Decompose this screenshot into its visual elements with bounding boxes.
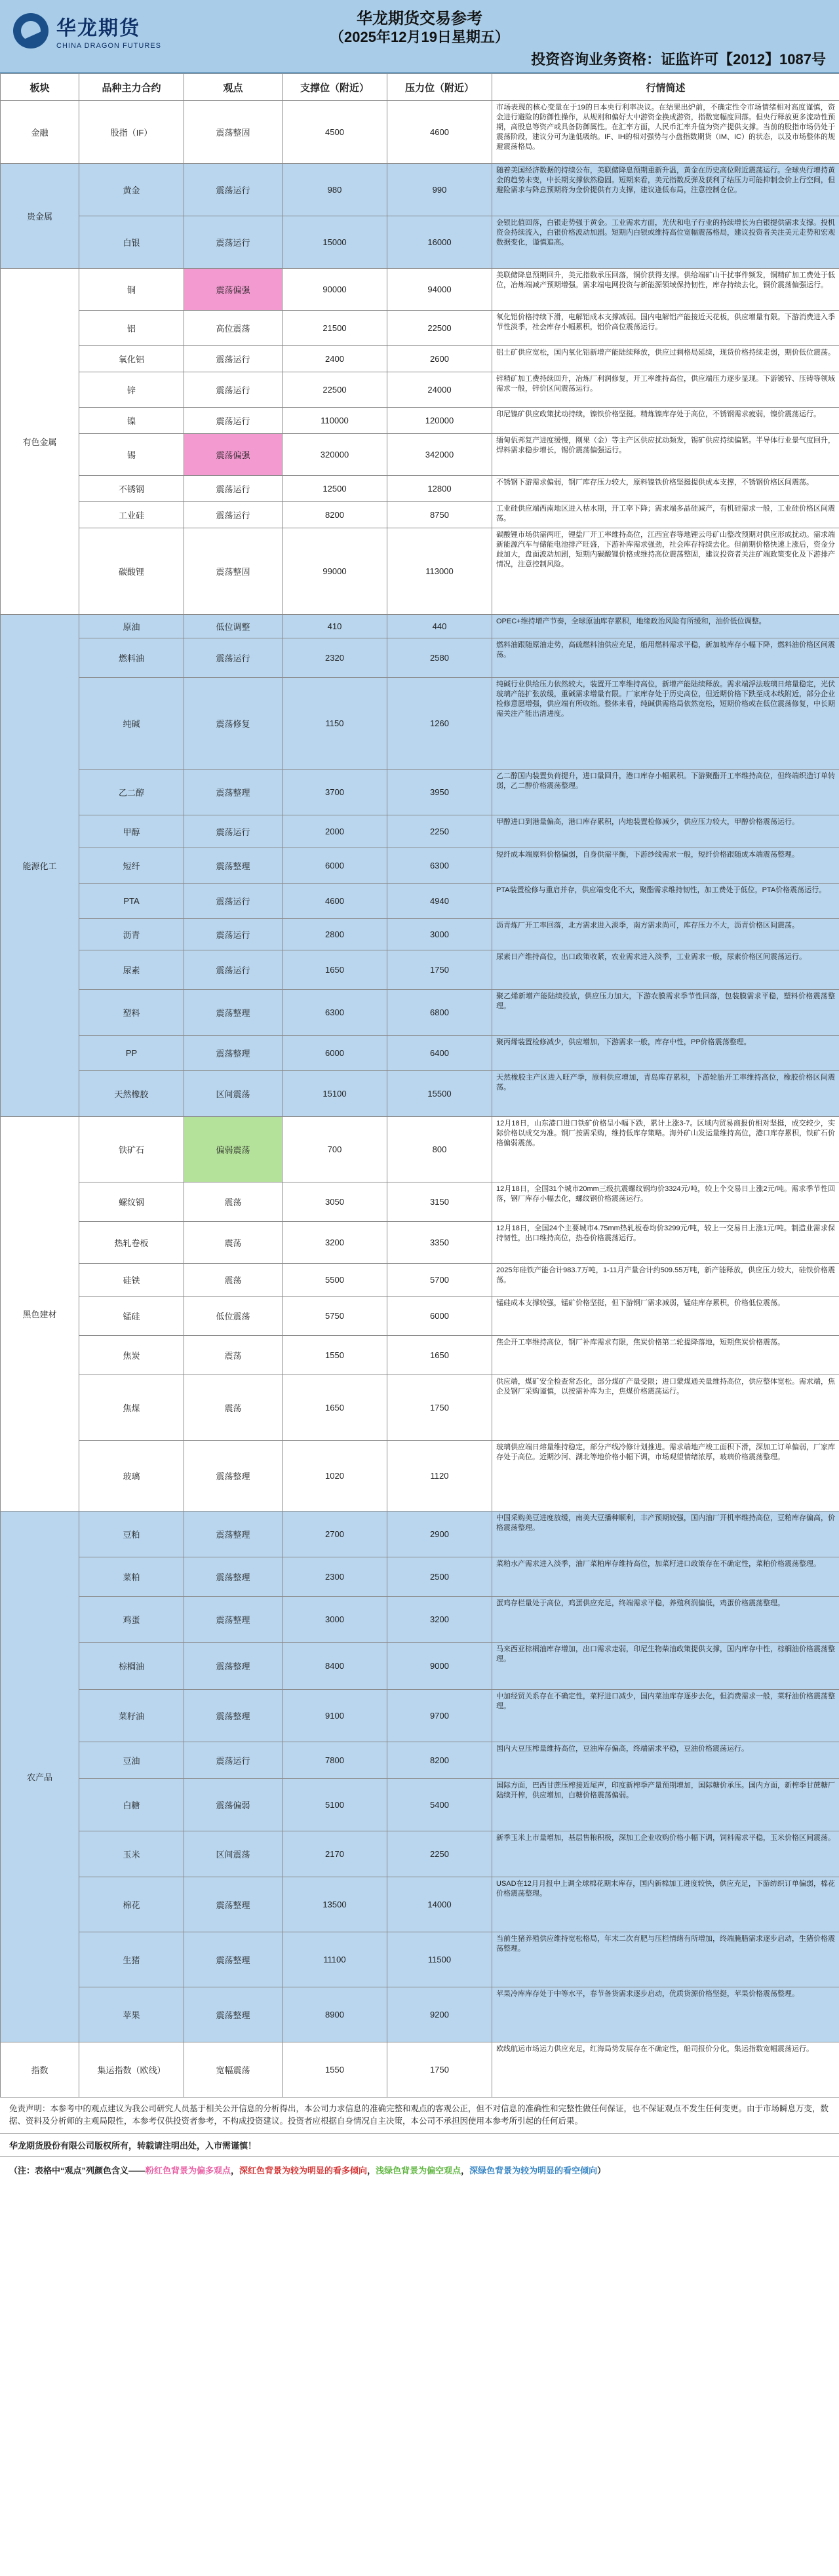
support-cell: 410 — [283, 615, 387, 638]
view-cell: 震荡整固 — [184, 101, 283, 164]
table-row — [1, 1877, 839, 1932]
description-cell: 锌精矿加工费持续回升，冶炼厂利润修复，开工率维持高位，供应端压力逐步显现。下游镀锌、压铸等领域需求一般，锌价区间震荡运行。 — [492, 372, 839, 408]
view-cell: 震荡整理 — [184, 990, 283, 1036]
support-cell: 90000 — [283, 269, 387, 311]
description-cell: 甲醇进口到港量偏高，港口库存累积，内地装置检修减少，供应压力较大，甲醇价格震荡运行。 — [492, 815, 839, 848]
table-row — [1, 346, 839, 372]
contract-cell: 集运指数（欧线） — [79, 2042, 184, 2098]
col-header-contract: 品种主力合约 — [79, 74, 184, 101]
table-row — [1, 1297, 839, 1336]
description-cell: 天然橡胶主产区进入旺产季，原料供应增加，青岛库存累积，下游轮胎开工率维持高位，橡胶价格区间震荡。 — [492, 1071, 839, 1117]
contract-cell: 沥青 — [79, 919, 184, 950]
contract-cell: 玉米 — [79, 1831, 184, 1877]
table-row — [1, 1264, 839, 1297]
table-row — [1, 1987, 839, 2042]
table-row — [1, 1831, 839, 1877]
brand-name-en: CHINA DRAGON FUTURES — [56, 42, 161, 50]
report-header — [0, 0, 839, 73]
contract-cell: 不锈钢 — [79, 476, 184, 502]
legend-red: 深红色背景为较为明显的看多倾向 — [239, 2166, 368, 2176]
view-cell: 震荡整理 — [184, 1597, 283, 1643]
contract-cell: PTA — [79, 884, 184, 919]
resistance-cell: 3950 — [387, 770, 492, 815]
description-cell: 燃料油跟随原油走势，高硫燃料油供应充足，船用燃料需求平稳，新加坡库存小幅下降，燃料油价格区间震荡。 — [492, 638, 839, 678]
support-cell: 5750 — [283, 1297, 387, 1336]
contract-cell: 棉花 — [79, 1877, 184, 1932]
table-row — [1, 919, 839, 950]
resistance-cell: 2500 — [387, 1557, 492, 1597]
view-cell: 低位调整 — [184, 615, 283, 638]
description-cell: 铝土矿供应宽松，国内氧化铝新增产能陆续释放，供应过剩格局延续，现货价格持续走弱，期价低位震荡。 — [492, 346, 839, 372]
table-row — [1, 476, 839, 502]
support-cell: 3200 — [283, 1222, 387, 1264]
view-cell: 低位震荡 — [184, 1297, 283, 1336]
support-cell: 320000 — [283, 434, 387, 476]
view-cell: 震荡整理 — [184, 1987, 283, 2042]
table-row — [1, 1557, 839, 1597]
resistance-cell: 3150 — [387, 1182, 492, 1222]
sector-cell: 有色金属 — [1, 269, 79, 615]
description-cell: 乙二醇国内装置负荷提升，进口量回升，港口库存小幅累积。下游聚酯开工率维持高位，但终端织造订单转弱，乙二醇价格震荡整理。 — [492, 770, 839, 815]
resistance-cell: 8750 — [387, 502, 492, 528]
legend-pink: 粉红色背景为偏多观点 — [146, 2166, 231, 2176]
view-cell: 震荡运行 — [184, 919, 283, 950]
view-cell: 震荡运行 — [184, 950, 283, 990]
contract-cell: 白糖 — [79, 1779, 184, 1831]
contract-cell: 镍 — [79, 408, 184, 434]
resistance-cell: 22500 — [387, 311, 492, 346]
resistance-cell: 800 — [387, 1117, 492, 1182]
view-cell: 震荡运行 — [184, 408, 283, 434]
contract-cell: 白银 — [79, 216, 184, 269]
contract-cell: PP — [79, 1036, 184, 1071]
description-cell: 缅甸佤邦复产进度缓慢，刚果（金）等主产区供应扰动频发，锡矿供应持续偏紧。半导体行业景气度回升，焊料需求稳步增长，锡价震荡偏强运行。 — [492, 434, 839, 476]
description-cell: 短纤成本端原料价格偏弱，自身供需平衡，下游纱线需求一般，短纤价格跟随成本端震荡整理。 — [492, 848, 839, 884]
support-cell: 21500 — [283, 311, 387, 346]
contract-cell: 热轧卷板 — [79, 1222, 184, 1264]
resistance-cell: 16000 — [387, 216, 492, 269]
copyright-notice: 华龙期货股份有限公司版权所有，转载请注明出处，入市需谨慎！ — [0, 2134, 839, 2157]
description-cell: 沥青炼厂开工率回落，北方需求进入淡季，南方需求尚可，库存压力不大，沥青价格区间震荡。 — [492, 919, 839, 950]
contract-cell: 尿素 — [79, 950, 184, 990]
description-cell: 欧线航运市场运力供应充足，红海局势发展存在不确定性，船司报价分化，集运指数宽幅震荡运行。 — [492, 2042, 839, 2098]
view-cell: 震荡运行 — [184, 502, 283, 528]
resistance-cell: 5400 — [387, 1779, 492, 1831]
table-row — [1, 408, 839, 434]
table-row — [1, 1742, 839, 1779]
contract-cell: 甲醇 — [79, 815, 184, 848]
table-row — [1, 311, 839, 346]
col-header-sector: 板块 — [1, 74, 79, 101]
view-cell: 震荡运行 — [184, 372, 283, 408]
col-header-view: 观点 — [184, 74, 283, 101]
description-cell: OPEC+维持增产节奏，全球原油库存累积，地缘政治风险有所缓和，油价低位调整。 — [492, 615, 839, 638]
description-cell: 聚乙烯新增产能陆续投放，供应压力加大，下游农膜需求季节性回落，包装膜需求平稳，塑料价格震荡整理。 — [492, 990, 839, 1036]
resistance-cell: 1650 — [387, 1336, 492, 1375]
contract-cell: 螺纹钢 — [79, 1182, 184, 1222]
resistance-cell: 3350 — [387, 1222, 492, 1264]
contract-cell: 鸡蛋 — [79, 1597, 184, 1643]
table-row — [1, 678, 839, 770]
view-cell: 震荡偏强 — [184, 434, 283, 476]
table-row — [1, 638, 839, 678]
support-cell: 1020 — [283, 1441, 387, 1512]
contract-cell: 豆油 — [79, 1742, 184, 1779]
table-row — [1, 990, 839, 1036]
description-cell: USAD在12月月报中上调全球棉花期末库存，国内新棉加工进度较快，供应充足，下游纺织订单偏弱，棉花价格震荡整理。 — [492, 1877, 839, 1932]
contract-cell: 苹果 — [79, 1987, 184, 2042]
description-cell: 不锈钢下游需求偏弱，钢厂库存压力较大，原料镍铁价格坚挺提供成本支撑，不锈钢价格区间震荡。 — [492, 476, 839, 502]
contract-cell: 铜 — [79, 269, 184, 311]
contract-cell: 碳酸锂 — [79, 528, 184, 615]
table-row — [1, 1336, 839, 1375]
legend-blue: 深绿色背景为较为明显的看空倾向 — [469, 2166, 598, 2176]
resistance-cell: 2600 — [387, 346, 492, 372]
description-cell: 玻璃供应端日熔量维持稳定，部分产线冷修计划推进。需求端地产竣工面积下滑，深加工订单偏弱，厂家库存处于高位。近期沙河、湖北等地价格小幅下调，市场观望情绪浓厚，玻璃价格震荡整理。 — [492, 1441, 839, 1512]
description-cell: 碳酸锂市场供需两旺，锂盐厂开工率维持高位，江西宜春等地锂云母矿山整改预期对供应形成扰动。需求端新能源汽车与储能电池排产旺盛，下游补库需求强劲，社会库存持续去化。但前期价格快速上涨后，资金分歧加大，盘面波动加剧，短期内碳酸锂价格或维持高位震荡整固，建议投资者关注矿端政策变化及下游排产情况，注意控制风险。 — [492, 528, 839, 615]
contract-cell: 豆粕 — [79, 1512, 184, 1557]
table-row — [1, 2042, 839, 2098]
table-row — [1, 1932, 839, 1987]
resistance-cell: 1750 — [387, 950, 492, 990]
legend-intro: （注：表格中“观点”列颜色含义—— — [9, 2166, 146, 2176]
view-cell: 震荡运行 — [184, 884, 283, 919]
resistance-cell: 120000 — [387, 408, 492, 434]
view-cell: 震荡运行 — [184, 1742, 283, 1779]
view-cell: 震荡运行 — [184, 815, 283, 848]
support-cell: 2170 — [283, 1831, 387, 1877]
resistance-cell: 440 — [387, 615, 492, 638]
description-cell: 焦企开工率维持高位，钢厂补库需求有限，焦炭价格第二轮提降落地，短期焦炭价格震荡。 — [492, 1336, 839, 1375]
col-header-resistance: 压力位（附近） — [387, 74, 492, 101]
description-cell: 2025年硅铁产能合计983.7万吨，1-11月产量合计约509.55万吨，新产能释放，供应压力较大，硅铁价格震荡。 — [492, 1264, 839, 1297]
description-cell: 中加经贸关系存在不确定性，菜籽进口减少，国内菜油库存逐步去化，但消费需求一般，菜籽油价格震荡整理。 — [492, 1690, 839, 1742]
view-cell: 偏弱震荡 — [184, 1117, 283, 1182]
view-cell: 震荡修复 — [184, 678, 283, 770]
resistance-cell: 4940 — [387, 884, 492, 919]
support-cell: 2400 — [283, 346, 387, 372]
support-cell: 2000 — [283, 815, 387, 848]
table-row — [1, 1222, 839, 1264]
contract-cell: 锡 — [79, 434, 184, 476]
description-cell: 聚丙烯装置检修减少，供应增加，下游需求一般，库存中性，PP价格震荡整理。 — [492, 1036, 839, 1071]
description-cell: 蛋鸡存栏量处于高位，鸡蛋供应充足，终端需求平稳，养殖利润偏低，鸡蛋价格震荡整理。 — [492, 1597, 839, 1643]
support-cell: 700 — [283, 1117, 387, 1182]
resistance-cell: 3200 — [387, 1597, 492, 1643]
contract-cell: 铁矿石 — [79, 1117, 184, 1182]
view-cell: 震荡运行 — [184, 216, 283, 269]
description-cell: 12月18日，全国24个主要城市4.75mm热轧板卷均价3299元/吨，较上一交易日上涨1元/吨。制造业需求保持韧性，出口维持高位，热卷价格震荡运行。 — [492, 1222, 839, 1264]
table-row — [1, 434, 839, 476]
contract-cell: 焦煤 — [79, 1375, 184, 1441]
table-row — [1, 269, 839, 311]
view-cell: 震荡运行 — [184, 346, 283, 372]
contract-cell: 乙二醇 — [79, 770, 184, 815]
table-row — [1, 101, 839, 164]
support-cell: 6000 — [283, 1036, 387, 1071]
resistance-cell: 6800 — [387, 990, 492, 1036]
col-header-support: 支撑位（附近） — [283, 74, 387, 101]
table-row — [1, 884, 839, 919]
table-row — [1, 848, 839, 884]
support-cell: 4500 — [283, 101, 387, 164]
view-cell: 震荡整理 — [184, 848, 283, 884]
resistance-cell: 94000 — [387, 269, 492, 311]
resistance-cell: 2250 — [387, 1831, 492, 1877]
support-cell: 2320 — [283, 638, 387, 678]
support-cell: 5100 — [283, 1779, 387, 1831]
contract-cell: 菜籽油 — [79, 1690, 184, 1742]
view-cell: 区间震荡 — [184, 1071, 283, 1117]
resistance-cell: 6400 — [387, 1036, 492, 1071]
resistance-cell: 2900 — [387, 1512, 492, 1557]
support-cell: 8200 — [283, 502, 387, 528]
table-row — [1, 372, 839, 408]
support-cell: 1650 — [283, 1375, 387, 1441]
contract-cell: 天然橡胶 — [79, 1071, 184, 1117]
view-cell: 震荡运行 — [184, 476, 283, 502]
view-cell: 震荡整理 — [184, 770, 283, 815]
view-cell: 震荡运行 — [184, 638, 283, 678]
resistance-cell: 12800 — [387, 476, 492, 502]
resistance-cell: 990 — [387, 164, 492, 216]
description-cell: 锰硅成本支撑较强，锰矿价格坚挺，但下游钢厂需求减弱，锰硅库存累积，价格低位震荡。 — [492, 1297, 839, 1336]
table-row — [1, 1512, 839, 1557]
color-legend: （注：表格中“观点”列颜色含义——粉红色背景为偏多观点，深红色背景为较为明显的看多倾向，浅绿色背景为偏空观点，深绿色背景为较为明显的看空倾向） — [9, 2166, 606, 2176]
view-cell: 震荡整理 — [184, 1643, 283, 1690]
brand-name-cn: 华龙期货 — [56, 18, 140, 39]
support-cell: 5500 — [283, 1264, 387, 1297]
view-cell: 震荡 — [184, 1264, 283, 1297]
support-cell: 1150 — [283, 678, 387, 770]
view-cell: 区间震荡 — [184, 1831, 283, 1877]
legend-green: 浅绿色背景为偏空观点 — [376, 2166, 461, 2176]
support-cell: 110000 — [283, 408, 387, 434]
sector-cell: 农产品 — [1, 1512, 79, 2042]
description-cell: 马来西亚棕榈油库存增加，出口需求走弱，印尼生物柴油政策提供支撑，国内库存中性，棕榈油价格震荡整理。 — [492, 1643, 839, 1690]
table-row — [1, 1182, 839, 1222]
support-cell: 980 — [283, 164, 387, 216]
report-title: 华龙期货交易参考 — [357, 10, 482, 28]
support-cell: 1550 — [283, 2042, 387, 2098]
support-cell: 11100 — [283, 1932, 387, 1987]
contract-cell: 棕榈油 — [79, 1643, 184, 1690]
legend-end: ） — [597, 2166, 606, 2176]
support-cell: 8400 — [283, 1643, 387, 1690]
contract-cell: 锰硅 — [79, 1297, 184, 1336]
table-row — [1, 815, 839, 848]
trading-reference-table — [0, 73, 839, 2098]
resistance-cell: 3000 — [387, 919, 492, 950]
resistance-cell: 24000 — [387, 372, 492, 408]
resistance-cell: 15500 — [387, 1071, 492, 1117]
description-cell: 随着美国经济数据的持续公布，美联储降息预期重新升温，黄金在历史高位附近震荡运行。全球央行增持黄金的趋势未变，中长期支撑依然稳固。短期来看，美元指数反弹及获利了结压力可能抑制金价上行空间，但避险需求与降息预期将为金价提供有力支撑，建议逢低布局，注意控制仓位。 — [492, 164, 839, 216]
resistance-cell: 113000 — [387, 528, 492, 615]
contract-cell: 股指（IF） — [79, 101, 184, 164]
table-row — [1, 164, 839, 216]
view-cell: 震荡整理 — [184, 1036, 283, 1071]
view-cell: 震荡整理 — [184, 1512, 283, 1557]
contract-cell: 塑料 — [79, 990, 184, 1036]
support-cell: 6000 — [283, 848, 387, 884]
contract-cell: 纯碱 — [79, 678, 184, 770]
col-header-description: 行情简述 — [492, 74, 839, 101]
resistance-cell: 2250 — [387, 815, 492, 848]
resistance-cell: 6000 — [387, 1297, 492, 1336]
description-cell: 金银比值回落，白银走势强于黄金。工业需求方面，光伏和电子行业的持续增长为白银提供需求支撑。投机资金持续流入，白银价格波动加剧。短期内白银或维持高位宽幅震荡格局，建议投资者关注美元走势和宏观数据变化，谨慎追高。 — [492, 216, 839, 269]
contract-cell: 菜粕 — [79, 1557, 184, 1597]
resistance-cell: 9700 — [387, 1690, 492, 1742]
description-cell: 市场表现的核心变量在于19的日本央行利率决议。在结果出炉前，不确定性令市场情绪相对高度谨慎，资金进行避险的防御性操作，从规则和偏好大中游资金换成游资，指数宽幅度回落。但央行释放更多流动性预期，高股息等资产或具备防御属性。在汇率方面，人民币汇率升值为资产提供支撑。当前的股指市场仍处于震荡阶段，建议分可为逢低吸纳。IF、IH的相对强势与小盘指数期货（IM、IC）的状态，以及市场整体的规避震荡格局。 — [492, 101, 839, 164]
table-row — [1, 1597, 839, 1643]
description-cell: 苹果冷库库存处于中等水平，春节备货需求逐步启动，优质货源价格坚挺，苹果价格震荡整理。 — [492, 1987, 839, 2042]
support-cell: 13500 — [283, 1877, 387, 1932]
view-cell: 高位震荡 — [184, 311, 283, 346]
view-cell: 震荡整理 — [184, 1441, 283, 1512]
description-cell: 供应端，煤矿安全检查常态化，部分煤矿产量受限；进口蒙煤通关量维持高位，供应整体宽松。需求端，焦企及钢厂采购谨慎，以按需补库为主，焦煤价格震荡运行。 — [492, 1375, 839, 1441]
contract-cell: 燃料油 — [79, 638, 184, 678]
description-cell: 新季玉米上市量增加，基层售粮积极，深加工企业收购价格小幅下调，饲料需求平稳，玉米价格区间震荡。 — [492, 1831, 839, 1877]
table-row — [1, 1643, 839, 1690]
sector-cell: 能源化工 — [1, 615, 79, 1117]
view-cell: 宽幅震荡 — [184, 2042, 283, 2098]
view-cell: 震荡 — [184, 1222, 283, 1264]
description-cell: 纯碱行业供给压力依然较大，装置开工率维持高位，新增产能陆续释放。需求端浮法玻璃日熔量稳定，光伏玻璃产能扩张放缓，重碱需求增量有限。厂家库存处于历史高位，但近期价格下跌至成本线附近，部分企业检修意愿增强，供应端有所收缩。整体来看，纯碱供需格局依然宽松，短期价格或在低位震荡修复，中长期需关注产能出清进度。 — [492, 678, 839, 770]
view-cell: 震荡偏强 — [184, 269, 283, 311]
table-row — [1, 1117, 839, 1182]
support-cell: 3000 — [283, 1597, 387, 1643]
contract-cell: 铝 — [79, 311, 184, 346]
table-row — [1, 528, 839, 615]
description-cell: 中国采购美豆进度放缓，南美大豆播种顺利，丰产预期较强，国内油厂开机率维持高位，豆粕库存偏高，价格震荡整理。 — [492, 1512, 839, 1557]
sector-cell: 黑色建材 — [1, 1117, 79, 1512]
support-cell: 22500 — [283, 372, 387, 408]
view-cell: 震荡 — [184, 1182, 283, 1222]
support-cell: 12500 — [283, 476, 387, 502]
table-row — [1, 1690, 839, 1742]
sector-cell: 指数 — [1, 2042, 79, 2098]
resistance-cell: 2580 — [387, 638, 492, 678]
resistance-cell: 9000 — [387, 1643, 492, 1690]
description-cell: 印尼镍矿供应政策扰动持续，镍铁价格坚挺。精炼镍库存处于高位，不锈钢需求疲弱，镍价震荡运行。 — [492, 408, 839, 434]
resistance-cell: 1750 — [387, 1375, 492, 1441]
support-cell: 99000 — [283, 528, 387, 615]
resistance-cell: 4600 — [387, 101, 492, 164]
contract-cell: 工业硅 — [79, 502, 184, 528]
table-row — [1, 950, 839, 990]
support-cell: 15000 — [283, 216, 387, 269]
description-cell: 工业硅供应端西南地区进入枯水期，开工率下降；需求端多晶硅减产，有机硅需求一般，工业硅价格区间震荡。 — [492, 502, 839, 528]
resistance-cell: 342000 — [387, 434, 492, 476]
table-row — [1, 1071, 839, 1117]
support-cell: 4600 — [283, 884, 387, 919]
table-row — [1, 502, 839, 528]
contract-cell: 氧化铝 — [79, 346, 184, 372]
contract-cell: 锌 — [79, 372, 184, 408]
support-cell: 7800 — [283, 1742, 387, 1779]
description-cell: 12月18日，山东港口进口铁矿价格呈小幅下跌，累计上涨3-7。区域内贸易商报价相对坚挺，成交较少，实际价格以成交为准。钢厂按需采购，维持低库存策略。海外矿山发运量维持高位，港口库存累积，铁矿石价格偏弱震荡。 — [492, 1117, 839, 1182]
resistance-cell: 5700 — [387, 1264, 492, 1297]
description-cell: 菜粕水产需求进入淡季，油厂菜粕库存维持高位，加菜籽进口政策存在不确定性，菜粕价格震荡整理。 — [492, 1557, 839, 1597]
description-cell: 12月18日，全国31个城市20mm三级抗震螺纹钢均价3324元/吨，较上个交易日上涨2元/吨。需求季节性回落，钢厂库存小幅去化，螺纹钢价格震荡运行。 — [492, 1182, 839, 1222]
table-row — [1, 1036, 839, 1071]
view-cell: 震荡整固 — [184, 528, 283, 615]
resistance-cell: 1750 — [387, 2042, 492, 2098]
view-cell: 震荡 — [184, 1375, 283, 1441]
description-cell: 氧化铝价格持续下滑，电解铝成本支撑减弱。国内电解铝产能接近天花板，供应增量有限。下游消费进入季节性淡季，社会库存小幅累积，铝价高位震荡运行。 — [492, 311, 839, 346]
sector-cell: 金融 — [1, 101, 79, 164]
support-cell: 1650 — [283, 950, 387, 990]
view-cell: 震荡整理 — [184, 1557, 283, 1597]
contract-cell: 生猪 — [79, 1932, 184, 1987]
report-date: （2025年12月19日星期五） — [330, 29, 509, 45]
view-cell: 震荡整理 — [184, 1877, 283, 1932]
description-cell: PTA装置检修与重启并存，供应端变化不大，聚酯需求维持韧性，加工费处于低位，PTA价格震荡运行。 — [492, 884, 839, 919]
description-cell: 国际方面，巴西甘蔗压榨接近尾声，印度新榨季产量预期增加，国际糖价承压。国内方面，新榨季甘蔗糖厂陆续开榨，供应增加，白糖价格震荡偏弱。 — [492, 1779, 839, 1831]
view-cell: 震荡整理 — [184, 1932, 283, 1987]
contract-cell: 黄金 — [79, 164, 184, 216]
table-row — [1, 770, 839, 815]
table-body — [1, 101, 839, 2098]
contract-cell: 焦炭 — [79, 1336, 184, 1375]
contract-cell: 硅铁 — [79, 1264, 184, 1297]
resistance-cell: 9200 — [387, 1987, 492, 2042]
view-cell: 震荡运行 — [184, 164, 283, 216]
description-cell: 当前生猪养殖供应维持宽松格局，年末二次育肥与压栏情绪有所增加，终端腌腊需求逐步启动，生猪价格震荡整理。 — [492, 1932, 839, 1987]
support-cell: 2300 — [283, 1557, 387, 1597]
table-row — [1, 615, 839, 638]
support-cell: 2800 — [283, 919, 387, 950]
table-row — [1, 216, 839, 269]
support-cell: 9100 — [283, 1690, 387, 1742]
table-row — [1, 1441, 839, 1512]
contract-cell: 短纤 — [79, 848, 184, 884]
sector-cell: 贵金属 — [1, 164, 79, 269]
resistance-cell: 1260 — [387, 678, 492, 770]
support-cell: 15100 — [283, 1071, 387, 1117]
resistance-cell: 14000 — [387, 1877, 492, 1932]
view-cell: 震荡偏弱 — [184, 1779, 283, 1831]
resistance-cell: 11500 — [387, 1932, 492, 1987]
support-cell: 1550 — [283, 1336, 387, 1375]
description-cell: 美联储降息预期回升，美元指数承压回落，铜价获得支撑。供给端矿山干扰事件频发，铜精矿加工费处于低位，冶炼端减产预期增强。需求端电网投资与新能源领域保持韧性，库存持续去化，铜价震荡偏强运行。 — [492, 269, 839, 311]
resistance-cell: 1120 — [387, 1441, 492, 1512]
view-cell: 震荡整理 — [184, 1690, 283, 1742]
support-cell: 8900 — [283, 1987, 387, 2042]
view-cell: 震荡 — [184, 1336, 283, 1375]
support-cell: 6300 — [283, 990, 387, 1036]
resistance-cell: 6300 — [387, 848, 492, 884]
table-row — [1, 1375, 839, 1441]
contract-cell: 原油 — [79, 615, 184, 638]
support-cell: 3050 — [283, 1182, 387, 1222]
license-info: 投资咨询业务资格：证监许可【2012】1087号 — [531, 51, 826, 68]
support-cell: 2700 — [283, 1512, 387, 1557]
contract-cell: 玻璃 — [79, 1441, 184, 1512]
disclaimer: 免责声明：本参考中的观点建议为我公司研究人员基于相关公开信息的分析得出，本公司力求信息的准确完整和观点的客观公正，但不对信息的准确性和完整性做任何保证，也不保证观点不发生任何变更。由于市场瞬息万变，数据、资料及分析师的主观局限性，本参考仅供投资者参考，不构成投资建议。投资者应根据自身情况自主决策，本公司不承担因使用本参考所引起的任何后果。 — [0, 2098, 839, 2134]
table-row — [1, 1779, 839, 1831]
description-cell: 尿素日产维持高位，出口政策收紧，农业需求进入淡季，工业需求一般，尿素价格区间震荡运行。 — [492, 950, 839, 990]
table-header-row — [1, 74, 839, 101]
description-cell: 国内大豆压榨量维持高位，豆油库存偏高，终端需求平稳，豆油价格震荡运行。 — [492, 1742, 839, 1779]
resistance-cell: 8200 — [387, 1742, 492, 1779]
support-cell: 3700 — [283, 770, 387, 815]
